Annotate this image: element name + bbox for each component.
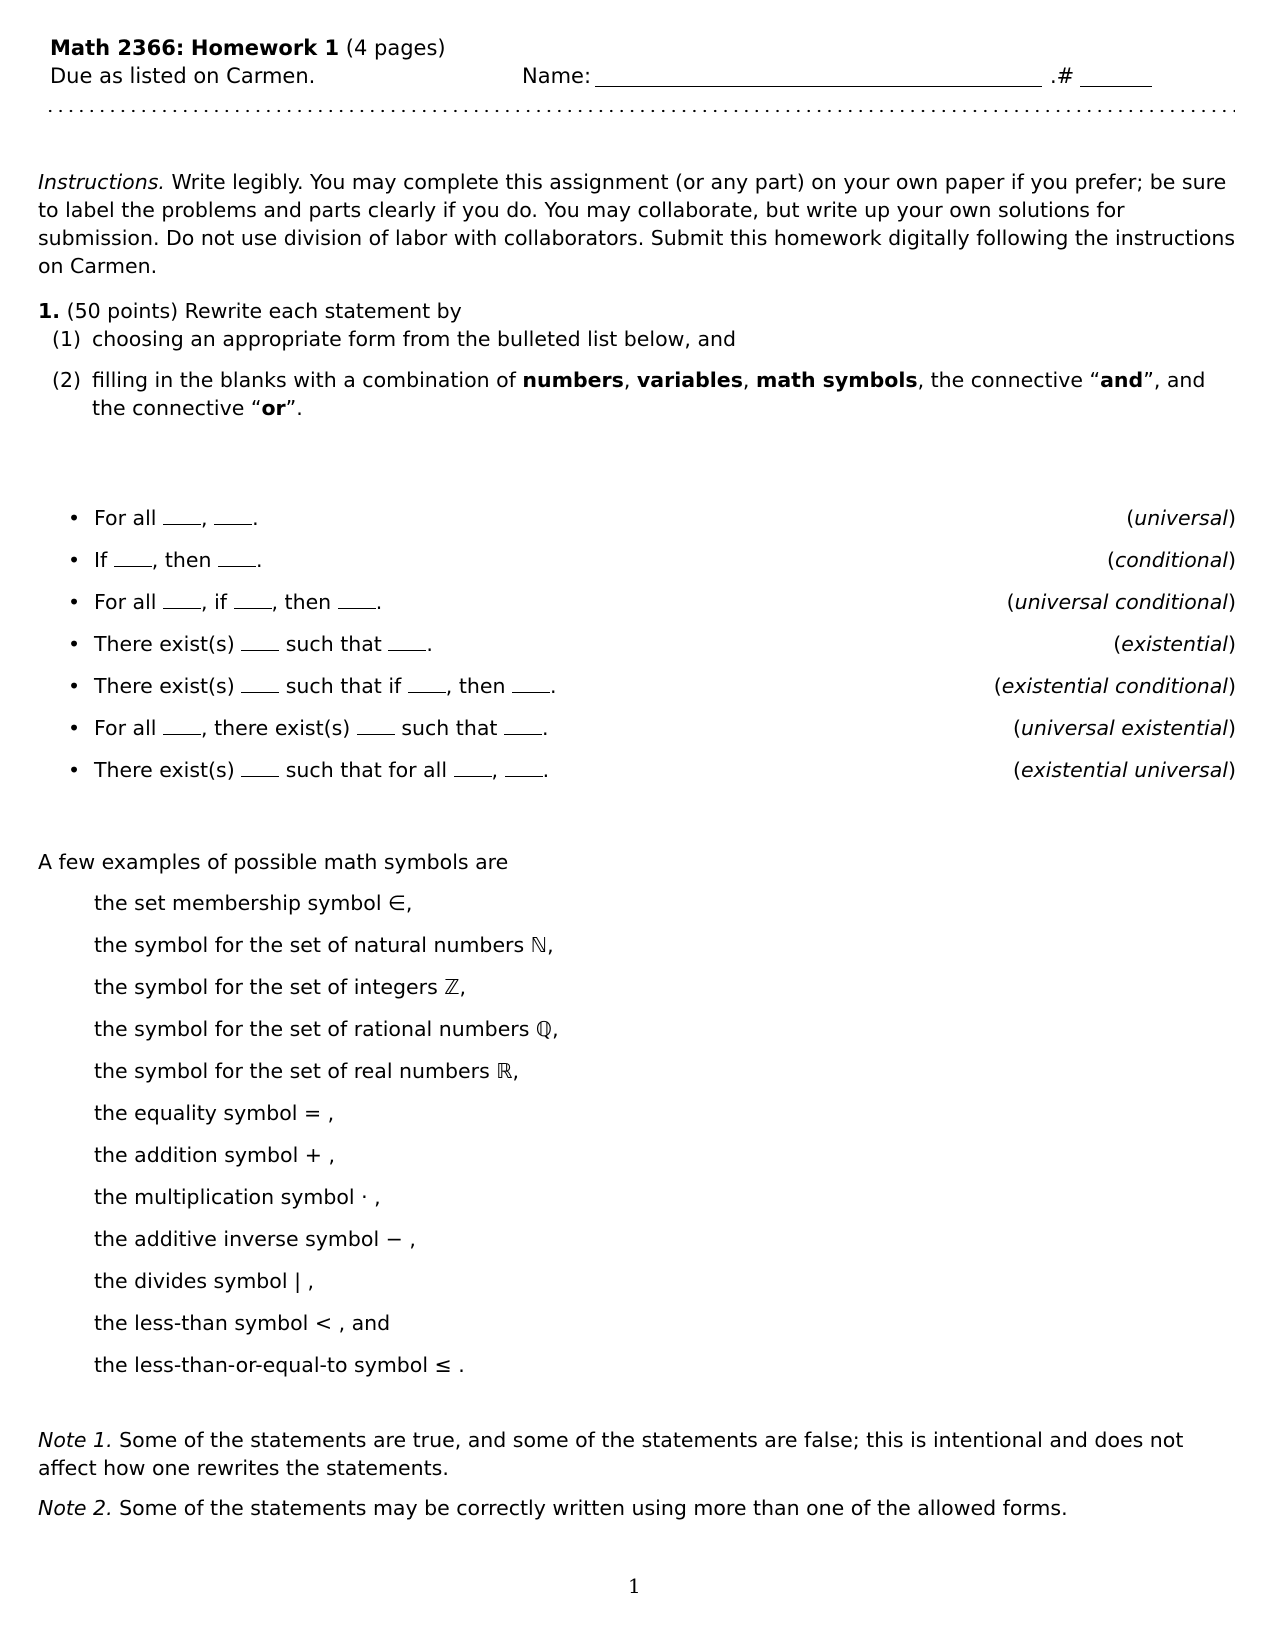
blank-line [241, 634, 279, 651]
form-template [94, 674, 557, 698]
bullet-icon: • [68, 758, 81, 782]
problem-1-heading [38, 299, 462, 323]
step-1-text: choosing an appropriate form from the bulleted list below, and [92, 327, 737, 351]
blank-line [163, 508, 201, 525]
form-type-label: (existential conditional) [993, 674, 1236, 698]
form-item [68, 758, 1236, 788]
form-text: For all [94, 590, 164, 614]
form-item [68, 506, 1236, 536]
note-1-lead: Note 1. [38, 1428, 113, 1452]
examples-intro: A few examples of possible math symbols are [38, 850, 509, 874]
symbol-example: the equality symbol = , [94, 1101, 335, 1125]
symbol-example: the additive inverse symbol − , [94, 1227, 416, 1251]
blank-line [114, 550, 152, 567]
page-count: (4 pages) [345, 36, 446, 60]
form-text: . [252, 506, 259, 530]
form-type-label: (universal conditional) [1006, 590, 1236, 614]
symbol-example: the less-than-or-equal-to symbol ≤ . [94, 1353, 465, 1377]
problem-text: (50 points) Rewrite each statement by [60, 299, 462, 323]
form-type-label: (existential) [1113, 632, 1236, 656]
symbol-example: the symbol for the set of natural numbers ℕ, [94, 933, 554, 957]
form-item [68, 590, 1236, 620]
assignment-label: Homework 1 [190, 36, 340, 60]
note-2 [38, 1494, 1238, 1522]
bullet-icon: • [68, 548, 81, 572]
form-item [68, 548, 1236, 578]
blank-line [388, 634, 426, 651]
symbol-example: the divides symbol | , [94, 1269, 315, 1293]
form-text: , [491, 758, 505, 782]
form-item [68, 716, 1236, 746]
form-text: There exist(s) [94, 674, 242, 698]
bullet-icon: • [68, 506, 81, 530]
form-text: , then [151, 548, 218, 572]
form-text: . [541, 716, 549, 740]
form-type-label: (existential universal) [1012, 758, 1236, 782]
blank-line [234, 592, 272, 609]
blank-line [512, 676, 550, 693]
form-item [68, 674, 1236, 704]
form-type-label: (universal) [1126, 506, 1236, 530]
form-text: . [426, 632, 433, 656]
form-template [94, 716, 548, 740]
note-1 [38, 1426, 1238, 1482]
form-text: For all [94, 716, 164, 740]
blank-line [163, 718, 201, 735]
blank-line [241, 676, 279, 693]
instructions-lead: Instructions. [38, 170, 165, 194]
form-item [68, 632, 1236, 662]
note-1-text: Some of the statements are true, and some of the statements are false; this is intentional and does not affect how one rewrites the statements. [38, 1428, 1184, 1480]
form-text: such that [279, 632, 389, 656]
bullet-icon: • [68, 632, 81, 656]
step-2 [52, 366, 1232, 424]
name-label: Name: [522, 64, 592, 88]
symbol-example: the multiplication symbol · , [94, 1185, 381, 1209]
note-2-text: Some of the statements may be correctly written using more than one of the allowed forms. [112, 1496, 1068, 1520]
blank-line [454, 760, 492, 777]
form-template [94, 590, 382, 614]
form-type-label: (conditional) [1106, 548, 1236, 572]
symbol-example: the set membership symbol ∈, [94, 891, 413, 915]
step-1 [52, 325, 1232, 355]
blank-line [408, 676, 446, 693]
form-text: , if [201, 590, 234, 614]
blank-line [338, 592, 376, 609]
due-text: Due as listed on Carmen. [50, 64, 316, 88]
symbol-example: the symbol for the set of real numbers ℝ, [94, 1059, 520, 1083]
page-number: 1 [628, 1574, 641, 1598]
dotted-divider [45, 108, 1235, 114]
form-text: such that [394, 716, 504, 740]
bullet-icon: • [68, 674, 81, 698]
form-template [94, 548, 263, 572]
step-1-number: (1) [52, 327, 82, 351]
number-label: .# [1050, 64, 1075, 88]
number-blank-line[interactable] [1080, 86, 1152, 87]
bullet-icon: • [68, 590, 81, 614]
form-text: If [94, 548, 114, 572]
document-title [50, 36, 446, 60]
form-text: There exist(s) [94, 758, 242, 782]
form-template [94, 632, 433, 656]
blank-line [357, 718, 395, 735]
instructions-paragraph [38, 168, 1238, 280]
blank-line [214, 508, 252, 525]
blank-line [163, 592, 201, 609]
course-label: Math 2366: [50, 36, 185, 60]
symbol-example: the symbol for the set of integers ℤ, [94, 975, 467, 999]
form-template [94, 758, 549, 782]
symbol-example: the addition symbol + , [94, 1143, 335, 1167]
form-template [94, 506, 259, 530]
form-text: For all [94, 506, 164, 530]
symbol-example: the symbol for the set of rational numbers ℚ, [94, 1017, 559, 1041]
symbol-example: the less-than symbol < , and [94, 1311, 391, 1335]
blank-line [218, 550, 256, 567]
form-text: such that if [279, 674, 408, 698]
form-type-label: (universal existential) [1012, 716, 1236, 740]
form-text: There exist(s) [94, 632, 242, 656]
bullet-icon: • [68, 716, 81, 740]
step-2-number: (2) [52, 368, 82, 392]
step-2-text: filling in the blanks with a combination of numbers, variables, math symbols, the connective “and”, and the connective “or”. [92, 368, 1206, 420]
problem-number: 1. [38, 299, 61, 323]
form-text: such that for all [279, 758, 454, 782]
form-text: , then [271, 590, 338, 614]
name-blank-line[interactable] [595, 86, 1042, 87]
form-text: , [201, 506, 215, 530]
instructions-text: Write legibly. You may complete this assignment (or any part) on your own paper if you prefer; be sure to label the problems and parts clearly if you do. You may collaborate, but write up your own solutions for submission. Do not use division of labor with collaborators. Submit this homework digitally following the instructions on Carmen. [38, 170, 1236, 278]
blank-line [241, 760, 279, 777]
form-text: . [255, 548, 263, 572]
form-text: . [375, 590, 383, 614]
form-text: , then [445, 674, 512, 698]
blank-line [505, 760, 543, 777]
note-2-lead: Note 2. [38, 1496, 113, 1520]
form-text: . [542, 758, 550, 782]
blank-line [504, 718, 542, 735]
form-text: , there exist(s) [201, 716, 357, 740]
form-text: . [549, 674, 557, 698]
